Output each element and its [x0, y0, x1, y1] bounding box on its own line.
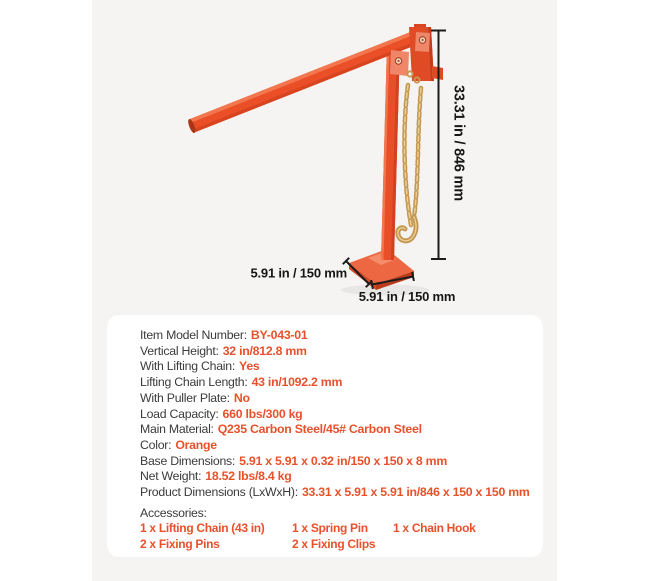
spec-row-puller-plate: [140, 391, 523, 407]
spec-value: 32 in/812.8 mm: [222, 343, 307, 358]
spec-row-net-weight: [140, 469, 523, 485]
spec-row-with-lifting-chain: [140, 359, 523, 375]
accessory-item: 2 x Fixing Clips: [292, 537, 376, 552]
accessory-item: 2 x Fixing Pins: [140, 537, 220, 552]
spec-value: Q235 Carbon Steel/45# Carbon Steel: [217, 422, 422, 437]
spec-row-load-capacity: [140, 407, 523, 423]
spec-value: BY-043-01: [250, 328, 308, 342]
spec-label: Net Weight:: [140, 469, 202, 484]
spec-row-main-material: [140, 422, 523, 438]
spec-label: Load Capacity:: [140, 406, 219, 421]
vertical-post: [381, 44, 400, 260]
spec-row-model: [140, 328, 523, 344]
spec-label: With Puller Plate:: [140, 390, 230, 405]
spec-list: [140, 328, 530, 501]
spec-row-product-dimensions: [140, 485, 530, 501]
spec-value: 43 in/1092.2 mm: [251, 375, 343, 390]
product-illustration: [92, 0, 557, 312]
spec-label: Lifting Chain Length:: [140, 375, 248, 390]
spec-label: Color:: [140, 437, 172, 452]
spec-value: 660 lbs/300 kg: [222, 406, 303, 421]
accessory-item: 1 x Lifting Chain (43 in): [140, 521, 265, 536]
spec-row-chain-length: [140, 375, 523, 391]
accessory-item: 1 x Spring Pin: [292, 521, 368, 536]
spec-label: Vertical Height:: [140, 343, 219, 358]
spec-label: Main Material:: [140, 422, 214, 437]
spec-card: [107, 315, 543, 557]
spec-label: Base Dimensions:: [140, 453, 236, 468]
accessory-item: 1 x Chain Hook: [393, 521, 476, 536]
spec-label: Product Dimensions (LxWxH):: [140, 485, 298, 500]
spec-row-color: [140, 438, 523, 454]
spec-value: 5.91 x 5.91 x 0.32 in/150 x 150 x 8 mm: [239, 453, 448, 468]
height-dimension-label: 33.31 in / 846 mm: [450, 85, 467, 201]
spec-value: Yes: [239, 359, 260, 374]
spec-value: Orange: [175, 437, 217, 452]
boom-head: [390, 24, 443, 81]
boom-beam: [187, 31, 416, 134]
spec-value: 18.52 lbs/8.4 kg: [205, 469, 292, 484]
spec-label: Item Model Number:: [140, 328, 247, 342]
spec-row-base-dimensions: [140, 454, 523, 470]
spec-value: No: [233, 390, 250, 405]
spec-value: 33.31 x 5.91 x 5.91 in/846 x 150 x 150 mm: [301, 485, 530, 500]
base-depth-label: 5.91 in / 150 mm: [250, 265, 347, 281]
accessories-grid: [140, 521, 523, 553]
chain-hook: [398, 217, 416, 241]
accessories-heading: Accessories:: [140, 505, 207, 520]
base-width-label: 5.91 in / 150 mm: [358, 289, 456, 304]
lifting-chain: [398, 71, 421, 240]
spec-label: With Lifting Chain:: [140, 359, 236, 374]
spec-row-vertical-height: [140, 344, 523, 360]
height-dimension-line: [431, 31, 446, 260]
